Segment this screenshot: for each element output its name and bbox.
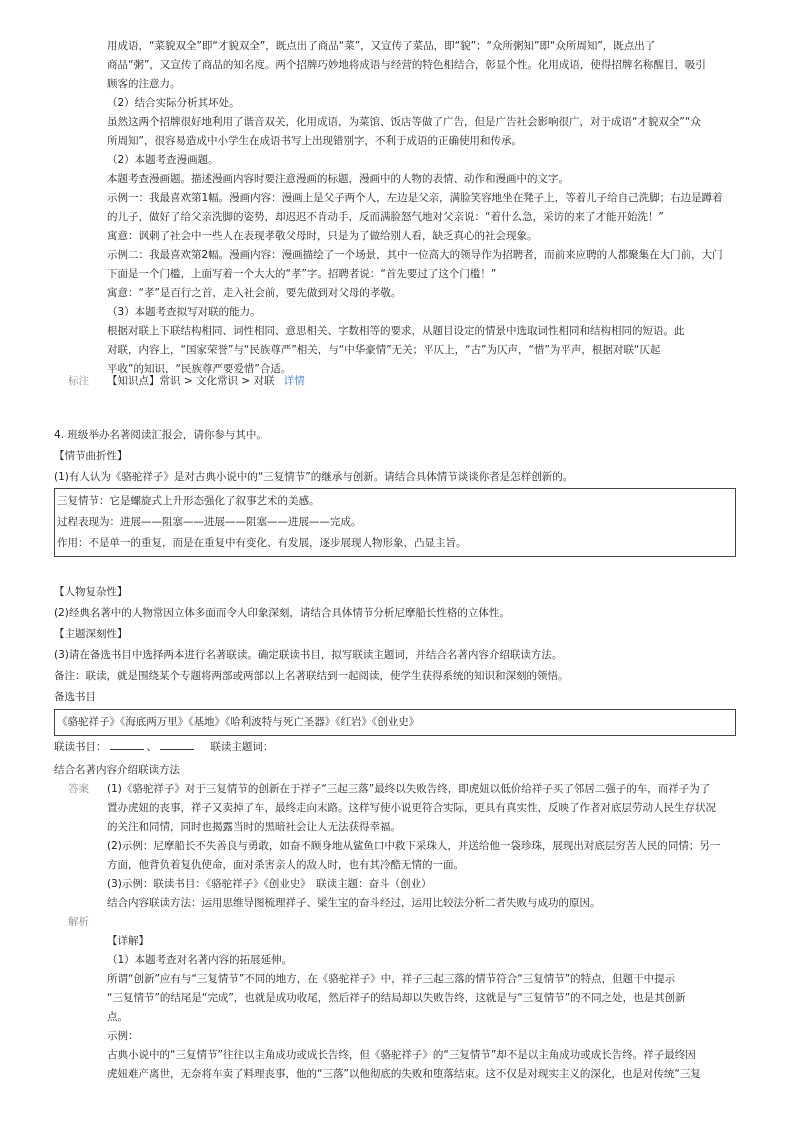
analysis-line: “三复情节”的结尾是“完成”，也就是成功收尾，然后祥子的结局却以失败告终，这就是与“三复情节”的不同之处，也是其创新 <box>107 992 686 1004</box>
fill-separator: 、 <box>146 741 157 753</box>
method-text: 结合名著内容介绍联读方法 <box>54 764 180 776</box>
fill-blank-1[interactable] <box>110 738 144 750</box>
text-line: 根据对联上下联结构相同、词性相同、意思相关、字数相等的要求，从题目设定的情景中选取词性相同和结构相同的短语。此 <box>107 325 685 337</box>
question-title: 4. 班级举办名著阅读汇报会，请你参与其中。 <box>54 429 267 441</box>
answer-line: 的关注和同情，同时也揭露当时的黑暗社会让人无法获得幸福。 <box>107 821 401 833</box>
analysis-line: 古典小说中的“三复情节”往往以主角成功或成长告终，但《骆驼祥子》的“三复情节”却不是以主角成功或成长告终。祥子最终因 <box>107 1049 696 1061</box>
answer-line: 置办虎妞的丧事，祥子又卖掉了车，最终走向末路。这样写使小说更符合实际，更具有真实性，反映了作者对底层劳动人民生存状况 <box>107 802 716 814</box>
text-line: （2）结合实际分析其坏处。 <box>107 97 240 109</box>
analysis-line: 【详解】 <box>107 935 149 947</box>
detail-link[interactable]: 详情 <box>283 375 305 387</box>
text-line: 商品“粥”，又宣传了商品的知名度。两个招牌巧妙地将成语与经营的特色相结合，彰显个性。化用成语，使得招牌名称醒目，吸引 <box>107 59 706 71</box>
analysis-section <box>107 932 732 1084</box>
analysis-label: 解析 <box>68 916 89 928</box>
books-box <box>54 709 736 736</box>
text-line: 虽然这两个招牌很好地利用了谐音双关，化用成语，为菜馆、饭店等做了广告，但是广告社会影响很广，对于成语“才貌双全”“众 <box>107 116 701 128</box>
answer-text <box>107 780 732 913</box>
tag-label: 标注 <box>68 375 89 387</box>
text-line: （2）本题考查漫画题。 <box>107 154 219 166</box>
sub-question-2: (2)经典名著中的人物常因立体多面而令人印象深刻，请结合具体情节分析尼摩船长性格的立体性。 <box>54 607 510 619</box>
text-line: 所周知”，很容易造成中小学生在成语书写上出现错别字，不利于成语的正确使用和传承。 <box>107 135 522 147</box>
analysis-line: 点。 <box>107 1011 128 1023</box>
section-heading-plot: 【情节曲折性】 <box>54 450 128 462</box>
text-line: 示例一：我最喜欢第1幅。漫画内容：漫画上是父子两个人，左边是父亲，满脸笑容地坐在凳子上，等着儿子给自己洗脚；右边是蹲着 <box>107 192 723 204</box>
top-text <box>107 37 727 379</box>
analysis-line: （1）本题考查对名著内容的拓展延伸。 <box>107 954 293 966</box>
text-line: 顾客的注意力。 <box>107 78 181 90</box>
books-label: 备选书目 <box>54 691 96 703</box>
answer-section <box>107 780 732 913</box>
sub-question-3: (3)请在备选书目中选择两本进行名著联读。确定联读书目，拟写联读主题词，并结合名著内容介绍联读方法。 <box>54 649 563 661</box>
text-line: 示例二：我最喜欢第2幅。漫画内容：漫画描绘了一个场景，其中一位高大的领导作为招聘者，而前来应聘的人都聚集在大门前，大门 <box>107 249 723 261</box>
question-4 <box>54 426 744 780</box>
fill-blank-2[interactable] <box>160 738 194 750</box>
books-list: 《骆驼祥子》《海底两万里》《基地》《哈利波特与死亡圣器》《红岩》《创业史》 <box>57 716 420 728</box>
analysis-line: 所谓“创新”应有与“三复情节”不同的地方，在《骆驼祥子》中，祥子三起三落的情节符合“三复情节”的特点，但题干中提示 <box>107 973 676 985</box>
triple-plot-box <box>54 488 736 557</box>
answer-line: (2)示例：尼摩船长不失善良与勇敢，如奋不顾身地从鲨鱼口中救下采珠人，并送给他一袋珍珠，展现出对底层穷苦人民的同情；另一 <box>107 840 721 852</box>
knowledge-point-text: 【知识点】常识 > 文化常识 > 对联 <box>107 375 275 387</box>
fill-row <box>54 738 744 757</box>
text-line: 用成语，“菜貌双全”即“才貌双全”，既点出了商品“菜”，又宣传了菜品，即“貌”；“众所粥知”即“众所周知”，既点出了 <box>107 40 656 52</box>
text-line: 寓意：“孝”是百行之首，走入社会前，要先做到对父母的孝敬。 <box>107 287 402 299</box>
fill-books-label: 联读书目： <box>54 741 107 753</box>
analysis-line: 虎妞难产离世，无奈将车卖了料理丧事，他的“三落”以他彻底的失败和堕落结束。这不仅是对现实主义的深化，也是对传统“三复 <box>107 1068 701 1080</box>
text-line: （3）本题考查拟写对联的能力。 <box>107 306 261 318</box>
sub-question-1: (1)有人认为《骆驼祥子》是对古典小说中的“三复情节”的继承与创新。请结合具体情节谈谈你者是怎样创新的。 <box>54 471 574 483</box>
fill-theme-label: 联读主题词： <box>210 741 274 753</box>
section-heading-theme: 【主题深刻性】 <box>54 628 128 640</box>
top-section <box>107 37 727 379</box>
text-line: 平收”的知识，“民族尊严要爱惜”合适。 <box>107 363 292 375</box>
tag-row <box>107 372 305 391</box>
answer-line: (1)《骆驼祥子》对于三复情节的创新在于祥子“三起三落”最终以失败告终，即虎妞以低价给祥子买了邻居二强子的车，而祥子为了 <box>107 783 711 795</box>
text-line: 下面是一个门槛，上面写着一个大大的“孝”字。招聘者说：“首先要过了这个门槛！” <box>107 268 497 280</box>
box-line: 作用：不是单一的重复，而是在重复中有变化、有发展，逐步展现人物形象，凸显主旨。 <box>57 537 467 549</box>
box-line: 过程表现为：进展——阻塞——进展——阻塞——进展——完成。 <box>57 516 362 528</box>
text-line: 对联，内容上，“国家荣誉”与“民族尊严”相关，与“中华豪情”无关；平仄上，“古”为仄声，“惜”为平声，根据对联“仄起 <box>107 344 661 356</box>
analysis-line: 示例： <box>107 1030 139 1042</box>
analysis-text <box>107 932 732 1084</box>
text-line: 本题考查漫画题。描述漫画内容时要注意漫画的标题，漫画中的人物的表情、动作和漫画中的文字。 <box>107 173 569 185</box>
note-text: 备注：联读，就是围绕某个专题将两部或两部以上名著联结到一起阅读，使学生获得系统的知识和深刻的领悟。 <box>54 670 569 682</box>
answer-line: 结合内容联读方法：运用思维导图梳理祥子、梁生宝的奋斗经过，运用比较法分析二者失败与成功的原因。 <box>107 897 601 909</box>
section-heading-character: 【人物复杂性】 <box>54 586 128 598</box>
answer-label: 答案 <box>68 783 89 795</box>
answer-line: (3)示例：联读书目：《骆驼祥子》《创业史》 联读主题：奋斗（创业） <box>107 878 432 890</box>
text-line: 的儿子，做好了给父亲洗脚的姿势，却迟迟不肯动手，反而满脸怒气地对父亲说：“着什么急，采访的来了才能开始洗！” <box>107 211 664 223</box>
box-line: 三复情节：它是螺旋式上升形态强化了叙事艺术的美感。 <box>57 495 320 507</box>
text-line: 寓意：讽刺了社会中一些人在表现孝敬父母时，只是为了做给别人看，缺乏真心的社会现象。 <box>107 230 538 242</box>
answer-line: 方面，他背负着复仇使命，面对杀害亲人的敌人时，也有其冷酷无情的一面。 <box>107 859 464 871</box>
